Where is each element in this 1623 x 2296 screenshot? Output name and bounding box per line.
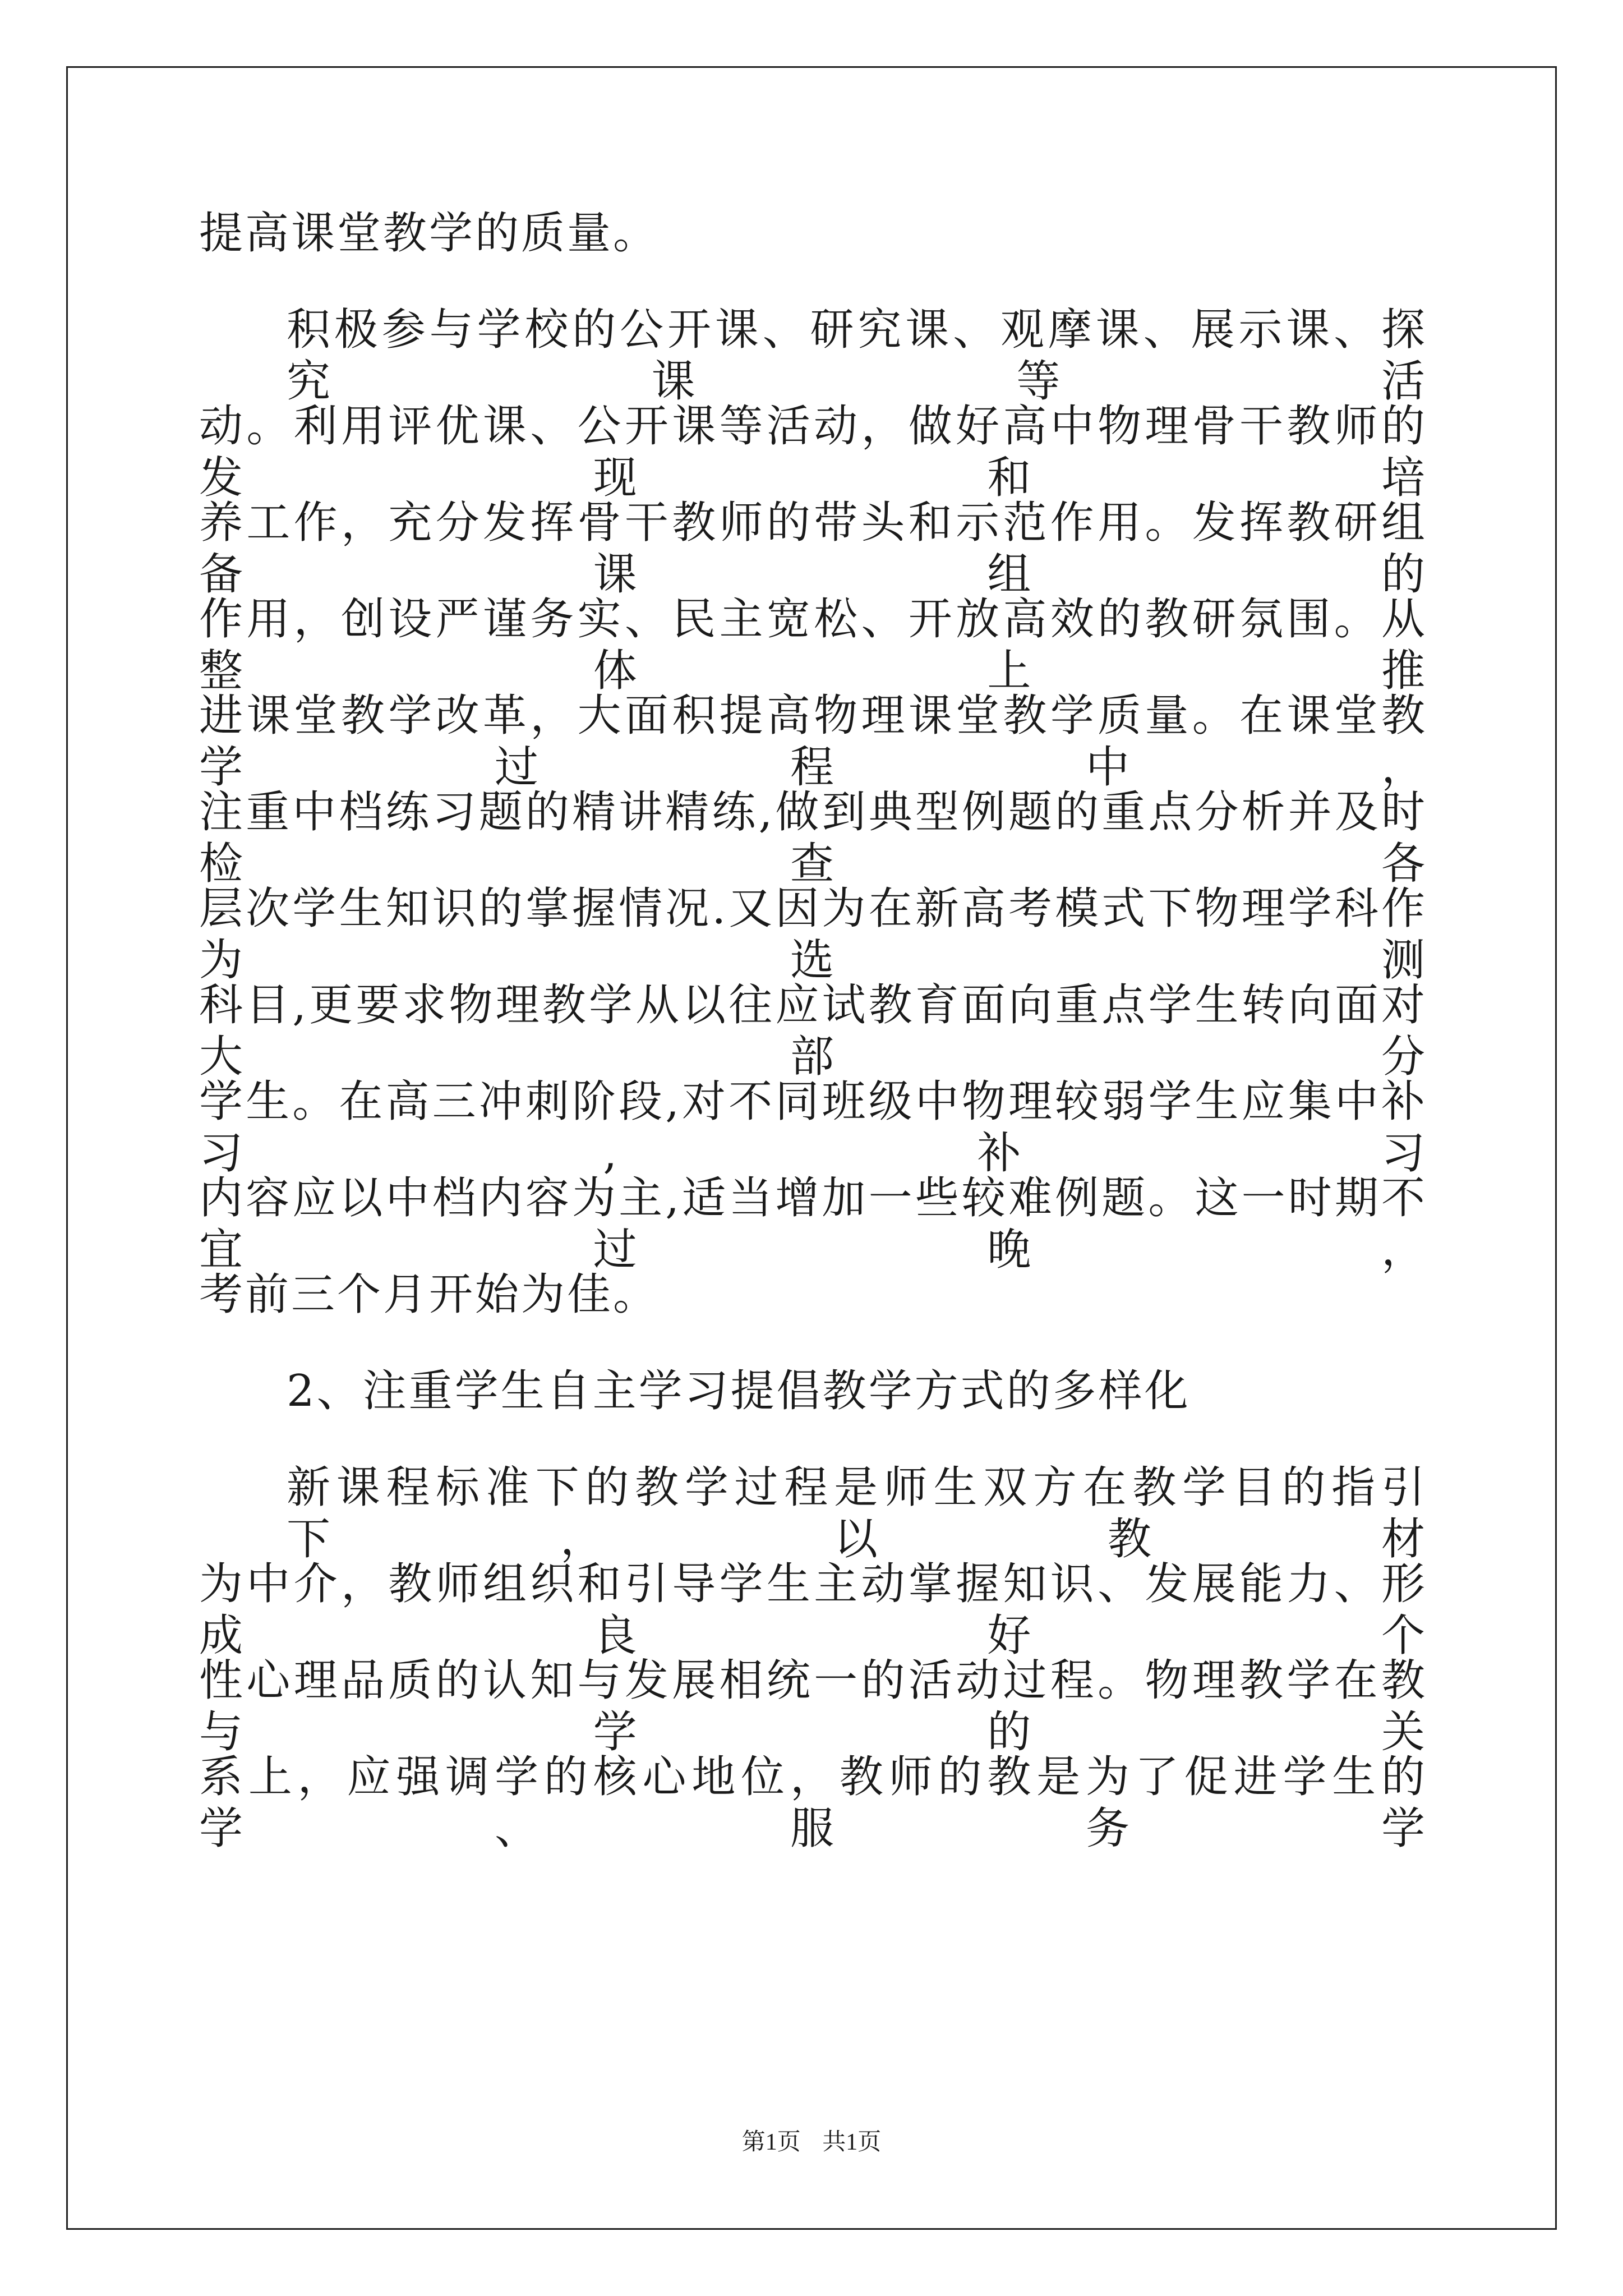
text-line-2: 积极参与学校的公开课、研究课、观摩课、展示课、探究课等活 xyxy=(287,305,1427,407)
text-line-14: 新课程标准下的教学过程是师生双方在教学目的指引下，以教材 xyxy=(287,1462,1427,1565)
text-line-10: 学生。在高三冲刺阶段,对不同班级中物理较弱学生应集中补习,补习 xyxy=(199,1076,1427,1179)
page-total: 共1页 xyxy=(822,2129,882,2155)
text-line-4: 养工作，充分发挥骨干教师的带头和示范作用。发挥教研组备课组的 xyxy=(199,498,1427,600)
text-line-16: 性心理品质的认知与发展相统一的活动过程。物理教学在教与学的关 xyxy=(199,1655,1427,1757)
text-line-3: 动。利用评优课、公开课等活动，做好高中物理骨干教师的发现和培 xyxy=(199,401,1427,503)
document-body xyxy=(199,208,1427,1854)
text-line-7: 注重中档练习题的精讲精练,做到典型例题的重点分析并及时检查各 xyxy=(199,787,1427,889)
page-number: 第1页 xyxy=(741,2129,801,2155)
text-line-1: 提高课堂教学的质量。 xyxy=(199,208,660,259)
section-heading: 2、注重学生自主学习提倡教学方式的多样化 xyxy=(287,1366,1191,1416)
page-footer xyxy=(0,2128,1623,2156)
text-line-17: 系上，应强调学的核心地位，教师的教是为了促进学生的学、服务学 xyxy=(199,1752,1427,1854)
text-line-8: 层次学生知识的掌握情况.又因为在新高考模式下物理学科作为选测 xyxy=(199,884,1427,986)
text-line-9: 科目,更要求物理教学从以往应试教育面向重点学生转向面对大部分 xyxy=(199,980,1427,1082)
text-line-5: 作用，创设严谨务实、民主宽松、开放高效的教研氛围。从整体上推 xyxy=(199,594,1427,696)
text-line-6: 进课堂教学改革，大面积提高物理课堂教学质量。在课堂教学过程中， xyxy=(199,691,1427,793)
text-line-11: 内容应以中档内容为主,适当增加一些较难例题。这一时期不宜过晚， xyxy=(199,1173,1427,1275)
text-line-15: 为中介，教师组织和引导学生主动掌握知识、发展能力、形成良好个 xyxy=(199,1559,1427,1661)
text-line-12: 考前三个月开始为佳。 xyxy=(199,1269,660,1320)
